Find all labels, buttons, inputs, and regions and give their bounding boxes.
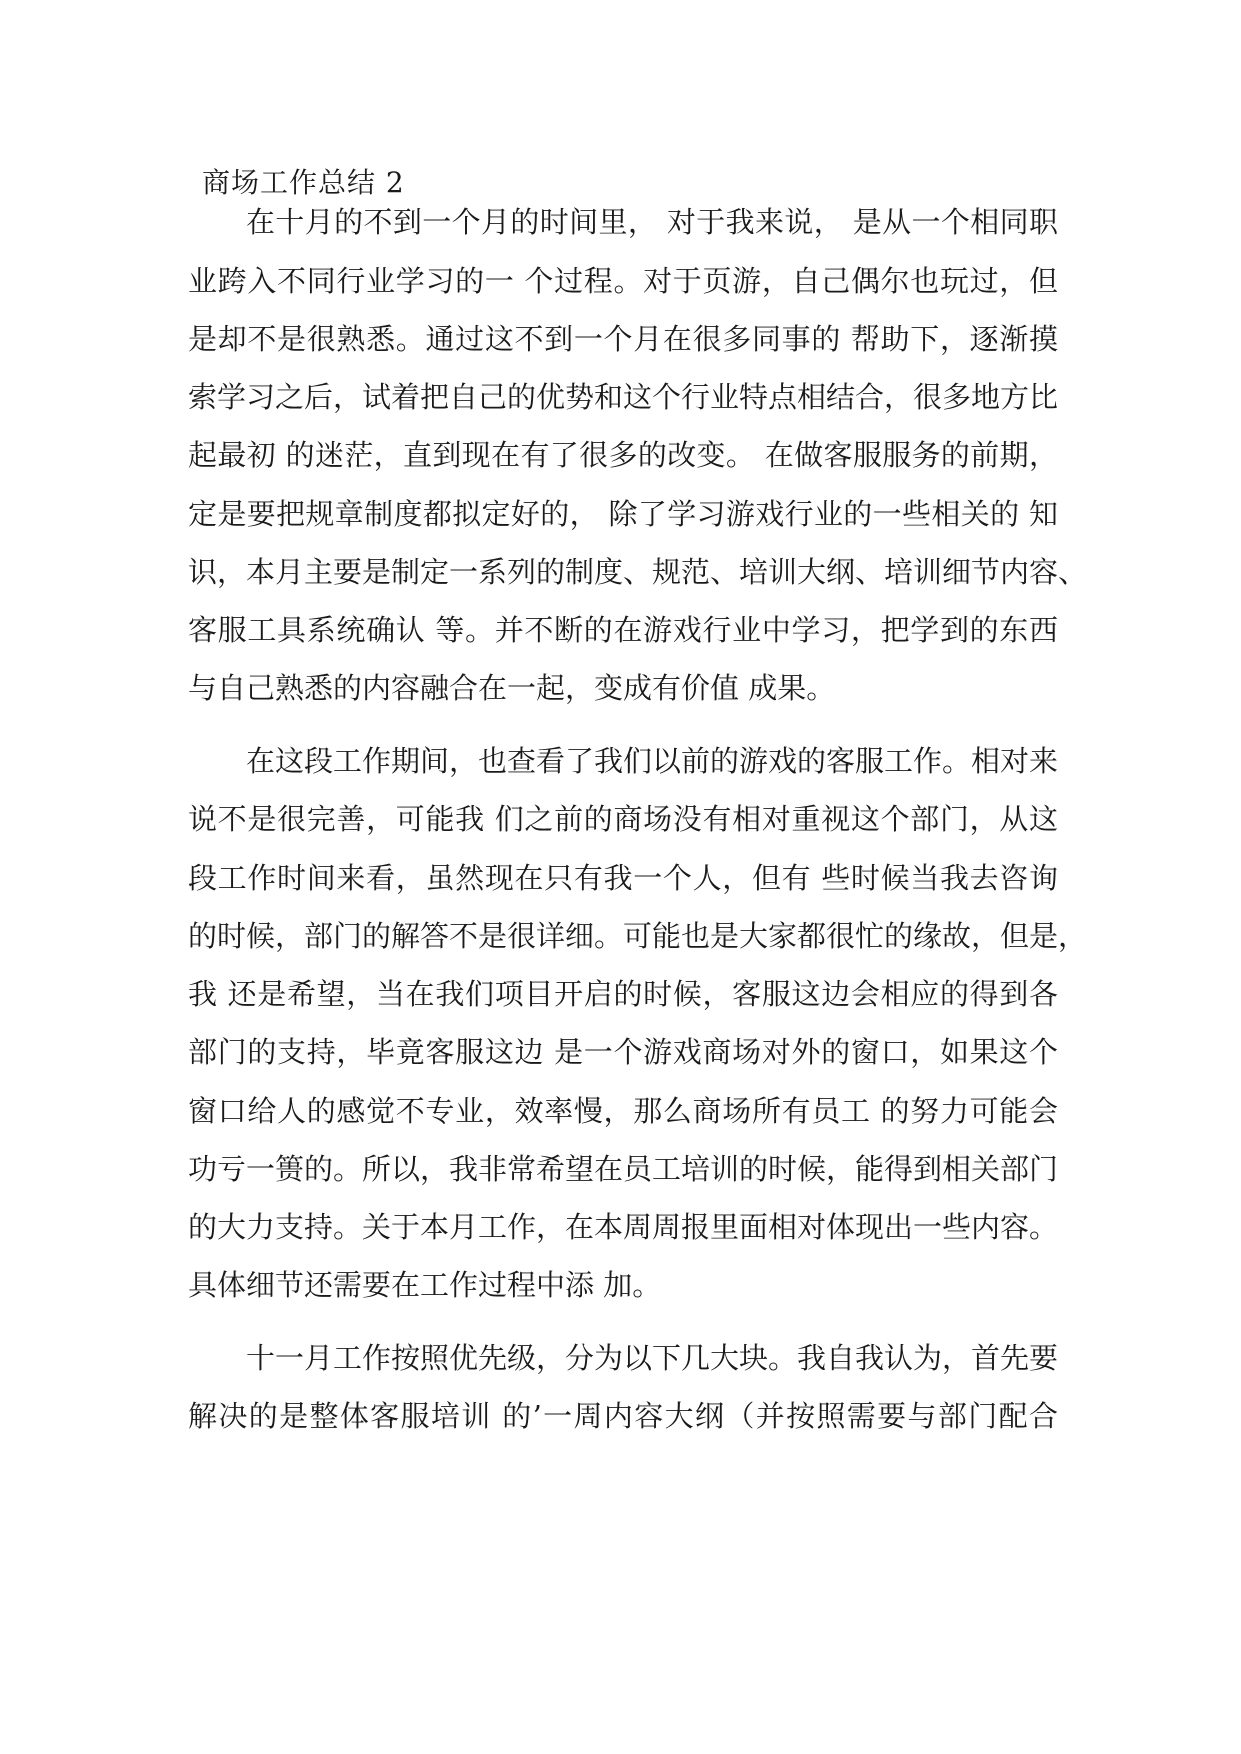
paragraph-1-line-3: 是却不是很熟悉。通过这不到一个月在很多同事的 帮助下，逐渐摸 [188, 322, 1058, 356]
paragraph-2-line-9: 的大力支持。关于本月工作，在本周周报里面相对体现出一些内容。 [188, 1210, 1059, 1244]
paragraph-1-line-4: 索学习之后，试着把自己的优势和这个行业特点相结合，很多地方比 [188, 380, 1059, 414]
paragraph-1-line-8: 客服工具系统确认 等。并不断的在游戏行业中学习，把学到的东西 [188, 613, 1058, 647]
paragraph-1-line-9: 与自己熟悉的内容融合在一起，变成有价值 成果。 [188, 671, 836, 705]
paragraph-1-line-1: 在十月的不到一个月的时间里， 对于我来说， 是从一个相同职 [246, 205, 1058, 239]
paragraph-2-line-5: 我 还是希望，当在我们项目开启的时候，客服这边会相应的得到各 [188, 977, 1058, 1011]
paragraph-1-line-2: 业跨入不同行业学习的一 个过程。对于页游，自己偶尔也玩过，但 [188, 264, 1058, 298]
paragraph-2-line-4: 的时候，部门的解答不是很详细。可能也是大家都很忙的缘故，但是， [188, 919, 1088, 953]
paragraph-1-line-6: 定是要把规章制度都拟定好的， 除了学习游戏行业的一些相关的 知 [188, 497, 1058, 531]
paragraph-2-line-7: 窗口给人的感觉不专业，效率慢，那么商场所有员工 的努力可能会 [188, 1094, 1058, 1128]
paragraph-2-line-1: 在这段工作期间，也查看了我们以前的游戏的客服工作。相对来 [246, 744, 1059, 778]
paragraph-3-line-1: 十一月工作按照优先级，分为以下几大块。我自我认为，首先要 [246, 1341, 1059, 1375]
paragraph-2-line-2: 说不是很完善，可能我 们之前的商场没有相对重视这个部门，从这 [188, 802, 1058, 836]
paragraph-1-line-7: 识，本月主要是制定一系列的制度、规范、培训大纲、培训细节内容、 [188, 555, 1088, 589]
paragraph-2-line-6: 部门的支持，毕竟客服这边 是一个游戏商场对外的窗口，如果这个 [188, 1035, 1058, 1069]
document-title: 商场工作总结 2 [202, 166, 405, 199]
paragraph-2-line-3: 段工作时间来看，虽然现在只有我一个人，但有 些时候当我去咨询 [188, 861, 1058, 895]
paragraph-3-line-2: 解决的是整体客服培训 的’一周内容大纲（并按照需要与部门配合 [188, 1399, 1058, 1433]
paragraph-2-line-10: 具体细节还需要在工作过程中添 加。 [188, 1268, 662, 1302]
paragraph-1-line-5: 起最初 的迷茫，直到现在有了很多的改变。 在做客服服务的前期， [188, 438, 1058, 472]
paragraph-2-line-8: 功亏一篑的。所以，我非常希望在员工培训的时候，能得到相关部门 [188, 1152, 1059, 1186]
